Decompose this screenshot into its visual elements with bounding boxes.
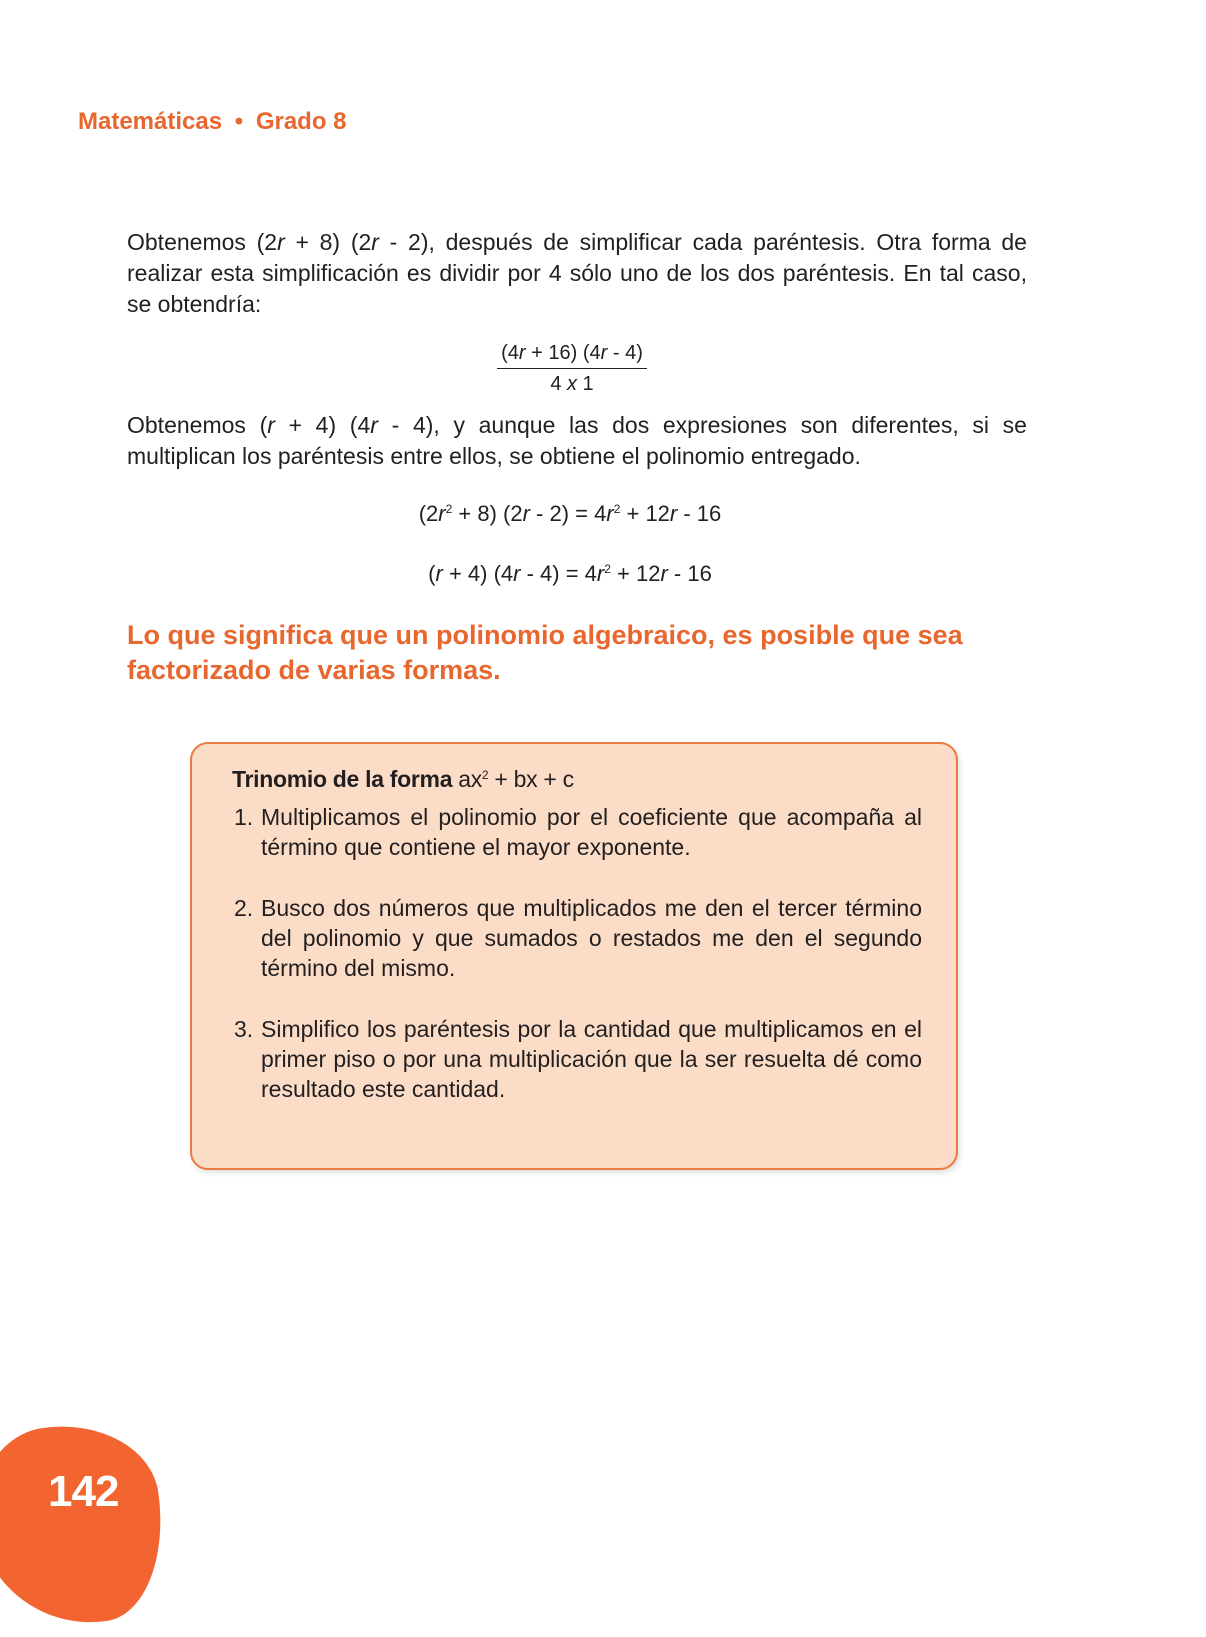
- page-number: 142: [48, 1467, 119, 1516]
- variable-r: r: [370, 412, 378, 438]
- variable-r: r: [267, 412, 275, 438]
- variable-r: r: [371, 229, 379, 255]
- fraction-numerator: (4r + 16) (4r - 4): [497, 340, 647, 369]
- steps-list: [234, 802, 922, 1104]
- step-number: 3.: [234, 1016, 254, 1042]
- box-formula: $ax^2$ + bx + c: [458, 766, 574, 792]
- paragraph-2-text: Obtenemos (: [127, 412, 268, 438]
- page-number-blob: [0, 1413, 175, 1636]
- paragraph-1-text: - 2), después de simplificar cada paréntesis. Otra forma de realizar esta simplificación es dividir por 4 sólo uno de los dos paréntesis. En tal caso, se obtendría:: [127, 229, 1027, 317]
- fraction-denominator: 4 x 1: [550, 373, 594, 395]
- list-item: [234, 893, 922, 983]
- paragraph-1-text: Obtenemos (2: [127, 229, 278, 255]
- list-item: [234, 1014, 922, 1104]
- paragraph-1-text: + 8) (2: [284, 229, 372, 255]
- info-box: [190, 742, 958, 1170]
- header-grade: Grado 8: [255, 108, 347, 135]
- running-header: [78, 108, 347, 136]
- paragraph-2: [127, 410, 1027, 472]
- highlight-statement: Lo que significa que un polinomio algebraico, es posible que sea factorizado de varias formas.: [127, 620, 963, 685]
- paragraph-2-text: + 4) (4: [274, 412, 371, 438]
- step-number: 1.: [234, 804, 254, 830]
- equation-1: $(2r^2 + 8)$ $(2r - 2) = 4r^2 + 12r - 16$: [418, 501, 722, 526]
- step-number: 2.: [234, 895, 254, 921]
- paragraph-2-text: - 4), y aunque las dos expresiones son diferentes, si se multiplican los paréntesis entre ellos, se obtiene el polinomio entregado.: [127, 412, 1027, 469]
- list-item: [234, 802, 922, 862]
- header-subject: Matemáticas: [78, 108, 223, 135]
- box-title: [232, 766, 574, 793]
- paragraph-1: [127, 227, 1027, 320]
- step-text: Multiplicamos el polinomio por el coeficiente que acompaña al término que contiene el mayor exponente.: [261, 804, 922, 860]
- step-text: Busco dos números que multiplicados me den el tercer término del polinomio y que sumados o restados me den el segundo término del mismo.: [261, 895, 922, 981]
- variable-r: r: [277, 229, 285, 255]
- header-separator: •: [234, 108, 244, 135]
- step-text: Simplifico los paréntesis por la cantidad que multiplicamos en el primer piso o por una multiplicación que la ser resuelta dé como resultado este cantidad.: [261, 1016, 922, 1102]
- box-title-text: Trinomio de la forma: [232, 766, 453, 792]
- equation-2: (r + 4) $(4r - 4) = 4r^2 + 12r - 16$: [428, 561, 712, 586]
- fraction-expression: [497, 340, 647, 397]
